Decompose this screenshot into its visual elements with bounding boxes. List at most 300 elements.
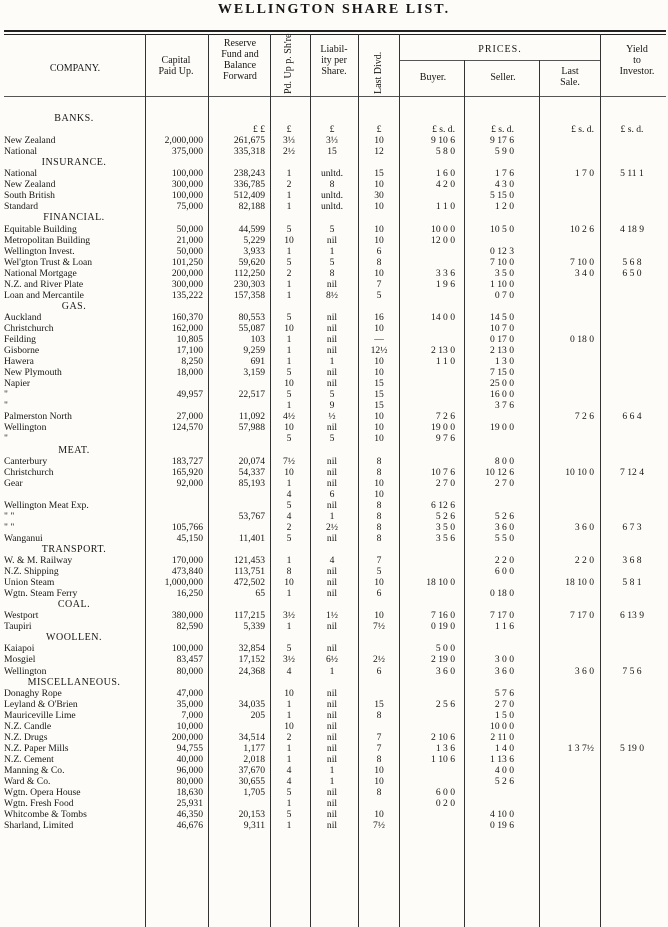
cell-capital: 160,370 bbox=[171, 311, 203, 323]
cell-capital: 80,000 bbox=[176, 665, 203, 677]
cell-seller: 1 7 6 bbox=[494, 168, 514, 180]
cell-yield: 5 19 0 bbox=[620, 742, 644, 754]
cell-reserve: 336,785 bbox=[233, 179, 265, 191]
cell-div: 6 bbox=[376, 588, 382, 600]
company-name: Wellington bbox=[4, 665, 47, 677]
cell-liability: nil bbox=[326, 378, 338, 390]
cell-paid-up: 4 bbox=[286, 510, 292, 522]
header-line: Liabil- bbox=[320, 44, 348, 55]
cell-reserve: 11,401 bbox=[238, 532, 265, 544]
company-name: Ward & Co. bbox=[4, 776, 51, 787]
table-row bbox=[0, 588, 668, 599]
table-row bbox=[0, 135, 668, 146]
cell-div: 7 bbox=[376, 278, 382, 290]
cell-liability: nil bbox=[326, 466, 338, 478]
table-row bbox=[0, 511, 668, 522]
cell-capital: 27,000 bbox=[176, 411, 203, 423]
header-line: ity per bbox=[321, 55, 347, 66]
cell-yield: 3 6 8 bbox=[622, 555, 642, 566]
cell-paid-up: 10 bbox=[284, 378, 294, 390]
cell-paid-up: 1 bbox=[286, 245, 292, 257]
cell-buyer: 5 8 0 bbox=[435, 146, 455, 158]
header-line: Share. bbox=[321, 66, 347, 77]
cell-yield: 7 5 6 bbox=[622, 665, 642, 677]
cell-liability: 1 bbox=[329, 764, 335, 776]
table-row bbox=[0, 555, 668, 566]
cell-capital: 40,000 bbox=[176, 753, 203, 765]
cell-liability: 5 bbox=[329, 433, 335, 445]
table-row bbox=[0, 279, 668, 290]
cell-seller: 14 5 0 bbox=[490, 311, 514, 323]
company-name: N.Z. Drugs bbox=[4, 731, 48, 743]
cell-reserve: 335,318 bbox=[233, 146, 265, 158]
cell-paid-up: 3½ bbox=[283, 654, 295, 666]
table-row bbox=[0, 522, 668, 533]
cell-last: 18 10 0 bbox=[565, 577, 594, 589]
cell-div: 10 bbox=[374, 488, 384, 500]
cell-reserve: 112,250 bbox=[234, 267, 265, 279]
cell-liability: nil bbox=[326, 345, 338, 357]
cell-yield: 5 6 8 bbox=[622, 256, 642, 268]
cell-paid-up: 1 bbox=[286, 334, 292, 345]
cell-div: 8 bbox=[376, 256, 382, 268]
table-row bbox=[0, 577, 668, 588]
cell-capital: 101,250 bbox=[171, 256, 203, 268]
cell-last: £ s. d. bbox=[571, 124, 594, 136]
company-name: Wgtn. Fresh Food bbox=[4, 798, 74, 810]
cell-yield: 6 7 3 bbox=[622, 521, 642, 533]
cell-seller: 1 3 0 bbox=[494, 356, 514, 368]
section-label: BANKS. bbox=[54, 113, 94, 124]
table-row bbox=[0, 168, 668, 179]
cell-reserve: 82,188 bbox=[238, 201, 265, 213]
cell-liability: nil bbox=[326, 455, 338, 467]
cell-buyer: 2 19 0 bbox=[431, 654, 455, 666]
company-name: Union Steam bbox=[4, 577, 55, 589]
cell-buyer: 5 0 0 bbox=[435, 643, 455, 655]
cell-paid-up: 1 bbox=[286, 201, 292, 213]
table-row bbox=[0, 721, 668, 732]
cell-buyer: 1 1 0 bbox=[435, 356, 455, 368]
cell-liability: unltd. bbox=[320, 168, 344, 180]
cell-seller: 5 7 6 bbox=[494, 687, 514, 699]
company-name: Auckland bbox=[4, 311, 42, 323]
section-heading bbox=[0, 301, 668, 312]
section-label: TRANSPORT. bbox=[41, 543, 107, 555]
cell-seller: 0 7 0 bbox=[494, 289, 514, 301]
cell-reserve: 59,620 bbox=[238, 256, 265, 268]
company-name: W. & M. Railway bbox=[4, 555, 73, 566]
cell-seller: 1 1 6 bbox=[494, 621, 514, 633]
cell-buyer: 7 16 0 bbox=[431, 610, 455, 622]
cell-paid-up: 3½ bbox=[283, 610, 295, 622]
cell-paid-up: 1 bbox=[286, 289, 292, 301]
cell-reserve: 117,215 bbox=[234, 610, 265, 622]
cell-liability: nil bbox=[326, 334, 338, 345]
cell-reserve: 17,152 bbox=[238, 654, 265, 666]
cell-seller: 3 7 6 bbox=[494, 400, 514, 412]
cell-capital: 105,766 bbox=[171, 521, 203, 533]
cell-reserve: 472,502 bbox=[233, 577, 265, 589]
units-row bbox=[0, 124, 668, 135]
cell-capital: 170,000 bbox=[171, 555, 203, 566]
cell-seller: 0 19 6 bbox=[490, 820, 514, 832]
cell-buyer: 2 7 0 bbox=[435, 477, 455, 489]
cell-capital: 18,000 bbox=[176, 367, 203, 379]
table-row bbox=[0, 378, 668, 389]
cell-capital: 82,590 bbox=[176, 621, 203, 633]
table-row bbox=[0, 643, 668, 654]
cell-liability: 1 bbox=[329, 245, 335, 257]
table-row bbox=[0, 489, 668, 500]
header-last-sale bbox=[542, 66, 598, 88]
company-name: Metropolitan Building bbox=[4, 234, 91, 246]
cell-div: 10 bbox=[374, 776, 384, 787]
cell-paid-up: 5 bbox=[286, 809, 292, 821]
cell-div: 15 bbox=[374, 389, 384, 401]
company-name: Wanganui bbox=[4, 532, 43, 544]
cell-paid-up: 1 bbox=[286, 621, 292, 633]
table-row bbox=[0, 179, 668, 190]
cell-paid-up: 5 bbox=[286, 223, 292, 235]
cell-div: 15 bbox=[374, 698, 384, 710]
cell-div: 10 bbox=[374, 322, 384, 334]
cell-seller: 4 3 0 bbox=[494, 179, 514, 191]
cell-div: 7 bbox=[376, 731, 382, 743]
company-name: Leyland & O'Brien bbox=[4, 698, 78, 710]
cell-last: 3 6 0 bbox=[574, 665, 594, 677]
cell-buyer: 2 10 6 bbox=[431, 731, 455, 743]
cell-liability: 5 bbox=[329, 256, 335, 268]
company-name: Mauriceville Lime bbox=[4, 709, 76, 721]
company-name: Wel'gton Trust & Loan bbox=[4, 256, 93, 268]
cell-buyer: 10 7 6 bbox=[431, 466, 455, 478]
table-row bbox=[0, 224, 668, 235]
cell-liability: nil bbox=[326, 621, 338, 633]
cell-div: 2½ bbox=[373, 654, 385, 666]
table-row bbox=[0, 367, 668, 378]
cell-capital: 200,000 bbox=[171, 267, 203, 279]
header-line: to bbox=[633, 55, 641, 66]
section-heading bbox=[0, 677, 668, 688]
cell-capital: 380,000 bbox=[171, 610, 203, 622]
cell-liability: nil bbox=[326, 798, 338, 810]
cell-paid-up: 1 bbox=[286, 190, 292, 202]
section-label: MEAT. bbox=[58, 444, 90, 456]
cell-paid-up: 5 bbox=[286, 499, 292, 511]
company-name: Gisborne bbox=[4, 345, 40, 357]
company-name: " bbox=[4, 389, 8, 401]
company-name: Mosgiel bbox=[4, 654, 36, 666]
header-prices: PRICES. bbox=[478, 44, 522, 55]
cell-liability: 8 bbox=[329, 179, 335, 191]
table-row bbox=[0, 433, 668, 444]
cell-liability: nil bbox=[326, 477, 338, 489]
table-row bbox=[0, 201, 668, 212]
table-row bbox=[0, 334, 668, 345]
cell-buyer: 10 0 0 bbox=[431, 223, 455, 235]
cell-reserve: 512,409 bbox=[233, 190, 265, 202]
section-label: INSURANCE. bbox=[41, 157, 107, 169]
cell-seller: 7 17 0 bbox=[490, 610, 514, 622]
company-name: " " bbox=[4, 510, 15, 522]
cell-liability: unltd. bbox=[320, 201, 344, 213]
page-title: WELLINGTON SHARE LIST. bbox=[217, 2, 451, 17]
cell-capital: 50,000 bbox=[176, 223, 203, 235]
cell-div: 10 bbox=[374, 433, 384, 445]
cell-seller: 9 17 6 bbox=[490, 135, 514, 147]
cell-paid-up: 5 bbox=[286, 389, 292, 401]
cell-seller: 7 10 0 bbox=[490, 256, 514, 268]
cell-seller: 1 4 0 bbox=[494, 742, 514, 754]
cell-last: 1 3 7½ bbox=[567, 742, 594, 754]
cell-buyer: £ s. d. bbox=[432, 124, 455, 136]
cell-liability: nil bbox=[326, 753, 338, 765]
company-name: Canterbury bbox=[4, 455, 48, 467]
cell-capital: 46,676 bbox=[176, 820, 203, 832]
cell-seller: 4 0 0 bbox=[494, 764, 514, 776]
company-name: N.Z. Candle bbox=[4, 720, 52, 732]
section-label: FINANCIAL. bbox=[43, 212, 105, 224]
cell-liability: nil bbox=[326, 687, 338, 699]
cell-reserve: 205 bbox=[250, 709, 265, 721]
cell-buyer: 3 5 6 bbox=[435, 532, 455, 544]
company-name: South British bbox=[4, 190, 55, 202]
header-line: Last bbox=[561, 66, 579, 77]
table-row bbox=[0, 688, 668, 699]
cell-liability: 6½ bbox=[326, 654, 338, 666]
cell-div: 16 bbox=[374, 311, 384, 323]
cell-liability: nil bbox=[326, 499, 338, 511]
table-row bbox=[0, 146, 668, 157]
cell-capital: 25,931 bbox=[176, 798, 203, 810]
table-row bbox=[0, 732, 668, 743]
section-heading bbox=[0, 445, 668, 456]
company-name: Wellington Meat Exp. bbox=[4, 499, 89, 511]
table-row bbox=[0, 765, 668, 776]
cell-capital: 45,150 bbox=[176, 532, 203, 544]
cell-paid-up: 8 bbox=[286, 566, 292, 578]
cell-paid-up: 2 bbox=[286, 179, 292, 191]
cell-last: 10 2 6 bbox=[570, 223, 594, 235]
cell-reserve: 9,259 bbox=[243, 345, 265, 357]
cell-reserve: 230,303 bbox=[233, 278, 265, 290]
cell-seller: 1 10 0 bbox=[490, 278, 514, 290]
cell-paid-up: 10 bbox=[284, 720, 294, 732]
table-row bbox=[0, 400, 668, 411]
cell-liability: 1 bbox=[329, 776, 335, 787]
cell-liability: nil bbox=[326, 588, 338, 600]
company-name: New Plymouth bbox=[4, 367, 62, 379]
cell-capital: 100,000 bbox=[171, 190, 203, 202]
cell-paid-up: 1 bbox=[286, 820, 292, 832]
company-name: National bbox=[4, 146, 38, 158]
company-name: " bbox=[4, 433, 8, 445]
header-line: Paid Up. bbox=[158, 66, 194, 77]
table-row bbox=[0, 312, 668, 323]
cell-buyer: 14 0 0 bbox=[431, 311, 455, 323]
cell-div: 8 bbox=[376, 521, 382, 533]
cell-reserve: 37,670 bbox=[238, 764, 265, 776]
cell-reserve: 9,311 bbox=[243, 820, 265, 832]
cell-reserve: 20,153 bbox=[238, 809, 265, 821]
cell-seller: 10 5 0 bbox=[490, 223, 514, 235]
cell-div: 30 bbox=[374, 190, 384, 202]
cell-seller: 2 13 0 bbox=[490, 345, 514, 357]
cell-liability: nil bbox=[326, 731, 338, 743]
cell-liability: 8 bbox=[329, 267, 335, 279]
cell-reserve: 22,517 bbox=[238, 389, 265, 401]
header-capital bbox=[147, 55, 205, 77]
company-name: Taupiri bbox=[4, 621, 32, 633]
cell-div: 5 bbox=[376, 566, 382, 578]
cell-capital: 46,350 bbox=[176, 809, 203, 821]
cell-capital: 80,000 bbox=[176, 776, 203, 787]
cell-capital: 8,250 bbox=[181, 356, 203, 368]
cell-paid-up: 7½ bbox=[283, 455, 295, 467]
cell-last: 0 18 0 bbox=[570, 334, 594, 345]
cell-paid-up: 10 bbox=[284, 577, 294, 589]
cell-capital: 2,000,000 bbox=[164, 135, 203, 147]
cell-paid-up: 5 bbox=[286, 787, 292, 799]
company-name: N.Z. Cement bbox=[4, 753, 54, 765]
cell-capital: 165,920 bbox=[171, 466, 203, 478]
cell-paid-up: 10 bbox=[284, 234, 294, 246]
cell-buyer: 2 13 0 bbox=[431, 345, 455, 357]
cell-reserve: 5,339 bbox=[243, 621, 265, 633]
cell-last: 3 6 0 bbox=[574, 521, 594, 533]
cell-buyer: 19 0 0 bbox=[431, 422, 455, 434]
cell-div: 7½ bbox=[373, 820, 385, 832]
company-name: New Zealand bbox=[4, 135, 56, 147]
cell-paid-up: 10 bbox=[284, 422, 294, 434]
cell-liability: nil bbox=[326, 720, 338, 732]
cell-buyer: 6 0 0 bbox=[435, 787, 455, 799]
cell-reserve: 65 bbox=[255, 588, 265, 600]
cell-div: 10 bbox=[374, 764, 384, 776]
cell-paid-up: 2½ bbox=[283, 146, 295, 158]
cell-buyer: 1 6 0 bbox=[435, 168, 455, 180]
top-rule bbox=[4, 30, 666, 32]
table-row bbox=[0, 820, 668, 831]
cell-div: 10 bbox=[374, 577, 384, 589]
cell-paid-up: 1 bbox=[286, 168, 292, 180]
company-name: Whitcombe & Tombs bbox=[4, 809, 87, 821]
cell-reserve: 34,035 bbox=[238, 698, 265, 710]
cell-last: 2 2 0 bbox=[574, 555, 594, 566]
cell-div: 10 bbox=[374, 411, 384, 423]
company-name: Palmerston North bbox=[4, 411, 72, 423]
cell-liability: nil bbox=[326, 422, 338, 434]
cell-buyer: 3 3 6 bbox=[435, 267, 455, 279]
cell-seller: 5 15 0 bbox=[490, 190, 514, 202]
cell-reserve: 691 bbox=[250, 356, 265, 368]
cell-yield: 7 12 4 bbox=[620, 466, 644, 478]
cell-liability: nil bbox=[326, 698, 338, 710]
cell-paid-up: 1 bbox=[286, 588, 292, 600]
cell-seller: 5 5 0 bbox=[494, 532, 514, 544]
table-row bbox=[0, 478, 668, 489]
cell-capital: 162,000 bbox=[171, 322, 203, 334]
cell-seller: 10 12 6 bbox=[485, 466, 514, 478]
header-line: Investor. bbox=[619, 66, 655, 77]
cell-reserve: £ £ bbox=[253, 124, 265, 136]
cell-seller: 2 11 0 bbox=[490, 731, 514, 743]
cell-div: 10 bbox=[374, 135, 384, 147]
cell-last: 7 10 0 bbox=[570, 256, 594, 268]
table-row bbox=[0, 654, 668, 665]
header-seller: Seller. bbox=[490, 72, 516, 83]
cell-paid-up: 5 bbox=[286, 367, 292, 379]
cell-div: 6 bbox=[376, 665, 382, 677]
header-company: COMPANY. bbox=[49, 63, 101, 74]
cell-capital: 124,570 bbox=[171, 422, 203, 434]
table-row bbox=[0, 257, 668, 268]
cell-yield: 6 13 9 bbox=[620, 610, 644, 622]
company-name: N.Z. Paper Mills bbox=[4, 742, 69, 754]
cell-liability: nil bbox=[326, 566, 338, 578]
cell-liability: 1 bbox=[329, 356, 335, 368]
cell-div: 10 bbox=[374, 179, 384, 191]
cell-reserve: 44,599 bbox=[238, 223, 265, 235]
cell-capital: 10,805 bbox=[176, 334, 203, 345]
cell-last: 7 17 0 bbox=[570, 610, 594, 622]
company-name: Gear bbox=[4, 477, 23, 489]
cell-last: 7 2 6 bbox=[574, 411, 594, 423]
cell-div: 8 bbox=[376, 499, 382, 511]
cell-capital: 47,000 bbox=[176, 687, 203, 699]
cell-reserve: 157,358 bbox=[233, 289, 265, 301]
cell-div: £ bbox=[376, 124, 382, 136]
table-row bbox=[0, 743, 668, 754]
table-row bbox=[0, 345, 668, 356]
cell-paid-up: 1 bbox=[286, 477, 292, 489]
cell-liability: 1½ bbox=[326, 610, 338, 622]
header-bottom-rule bbox=[4, 96, 666, 97]
cell-yield: 6 5 0 bbox=[622, 267, 642, 279]
company-name: Hawera bbox=[4, 356, 34, 368]
table-row bbox=[0, 754, 668, 765]
table-row bbox=[0, 467, 668, 478]
cell-buyer: 9 10 6 bbox=[431, 135, 455, 147]
cell-reserve: 2,018 bbox=[243, 753, 265, 765]
table-row bbox=[0, 235, 668, 246]
cell-seller: 3 6 0 bbox=[494, 521, 514, 533]
cell-paid-up: 4 bbox=[286, 776, 292, 787]
table-row bbox=[0, 323, 668, 334]
cell-paid-up: 1 bbox=[286, 798, 292, 810]
cell-paid-up: 5 bbox=[286, 433, 292, 445]
cell-div: 8 bbox=[376, 753, 382, 765]
cell-liability: nil bbox=[326, 367, 338, 379]
cell-reserve: 32,854 bbox=[238, 643, 265, 655]
cell-capital: 96,000 bbox=[176, 764, 203, 776]
cell-seller: 0 17 0 bbox=[490, 334, 514, 345]
cell-div: 10 bbox=[374, 267, 384, 279]
cell-div: 10 bbox=[374, 809, 384, 821]
header-yield bbox=[606, 44, 668, 77]
cell-capital: 92,000 bbox=[176, 477, 203, 489]
cell-reserve: 54,337 bbox=[238, 466, 265, 478]
cell-reserve: 3,159 bbox=[243, 367, 265, 379]
header-reserve bbox=[210, 38, 270, 82]
cell-buyer: 9 7 6 bbox=[435, 433, 455, 445]
company-name: Wgtn. Steam Ferry bbox=[4, 588, 78, 600]
cell-div: 8 bbox=[376, 532, 382, 544]
cell-liability: 3⅓ bbox=[326, 135, 338, 147]
cell-reserve: 30,655 bbox=[238, 776, 265, 787]
cell-buyer: 3 6 0 bbox=[435, 665, 455, 677]
